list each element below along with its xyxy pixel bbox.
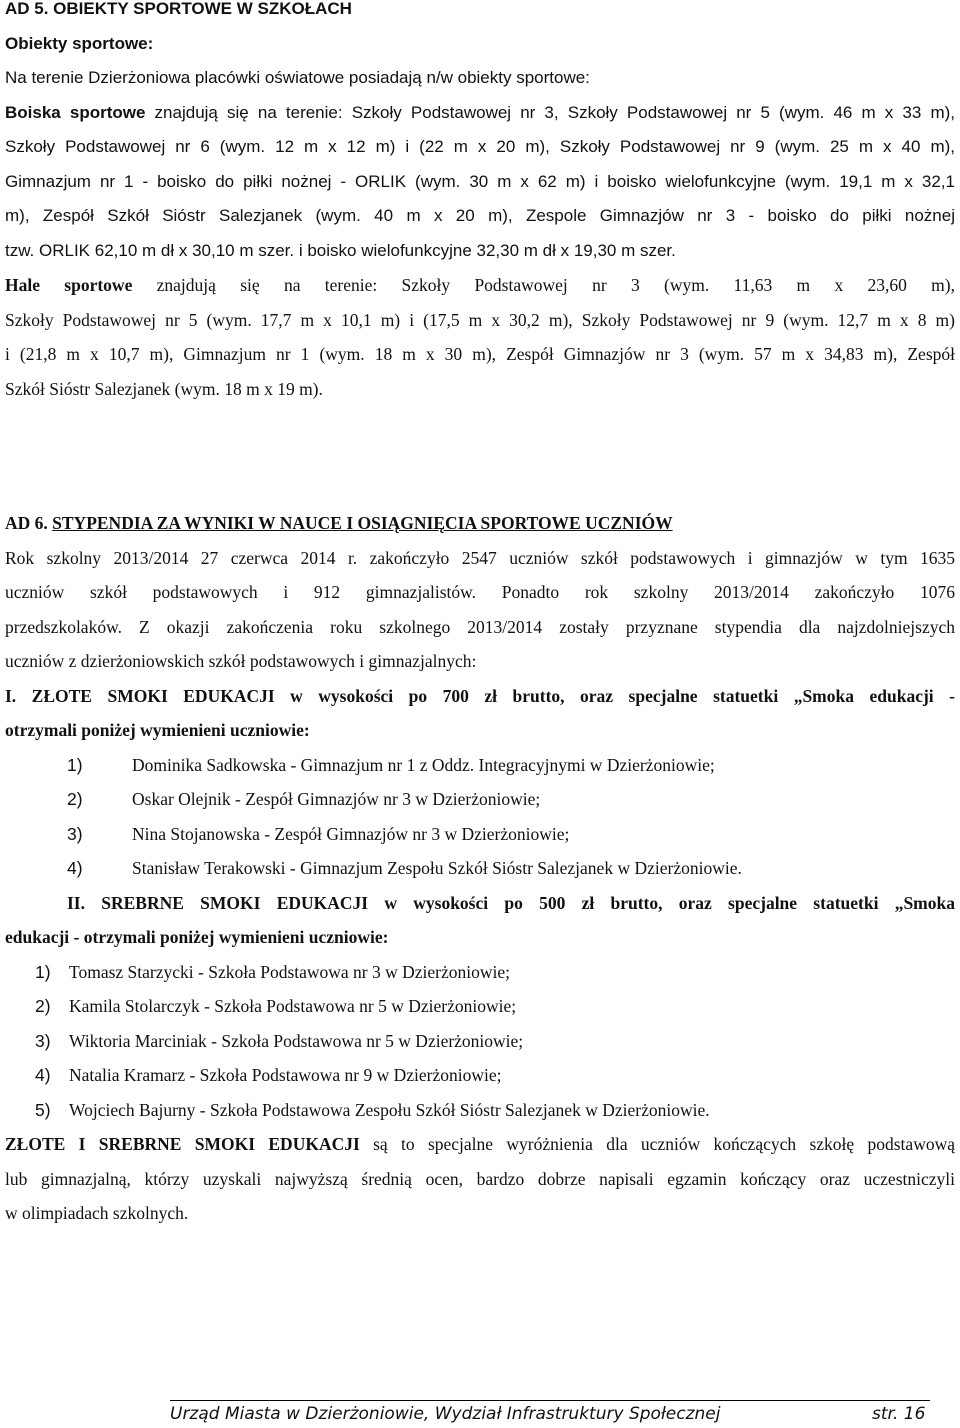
hale-line-4: Szkół Sióstr Salezjanek (wym. 18 m x 19 m). xyxy=(5,378,323,399)
ad6-heading: STYPENDIA ZA WYNIKI W NAUCE I OSIĄGNIĘCIA SPORTOWE UCZNIÓW xyxy=(52,513,673,533)
ad5-intro: Na terenie Dzierżoniowa placówki oświatowe posiadają n/w obiekty sportowe: xyxy=(5,68,590,87)
list-item: 3) Wiktoria Marciniak - Szkoła Podstawowa nr 5 w Dzierżoniowie; xyxy=(35,1030,524,1051)
hale-line-3: i (21,8 m x 10,7 m), Gimnazjum nr 1 (wym. 18 m x 30 m), Zespół Gimnazjów nr 3 (wym. 57 m x 34,83 m), Zespół xyxy=(5,344,955,364)
ad6-para-line-1: Rok szkolny 2013/2014 27 czerwca 2014 r. zakończyło 2547 uczniów szkół podstawowych i gimnazjów w tym 1635 xyxy=(5,547,955,568)
gold-heading-line-1: I. ZŁOTE SMOKI EDUKACJI w wysokości po 700 zł brutto, oraz specjalne statuetki „Smoka edukacji - xyxy=(5,685,955,706)
list-item: 4) Stanisław Terakowski - Gimnazjum Zespołu Szkół Sióstr Salezjanek w Dzierżoniowie. xyxy=(67,858,742,878)
ad6-para-line-3: przedszkolaków. Z okazji zakończenia roku szkolnego 2013/2014 zostały przyznane stypendia dla najzdolniejszych xyxy=(5,616,955,637)
closing-line-1: ZŁOTE I SREBRNE SMOKI EDUKACJI są to specjalne wyróżnienia dla uczniów kończących szkołę podstawową xyxy=(5,1134,955,1154)
list-item: 2) Oskar Olejnik - Zespół Gimnazjów nr 3 w Dzierżoniowie; xyxy=(67,789,541,809)
closing-bold: ZŁOTE I SREBRNE SMOKI EDUKACJI xyxy=(5,1134,360,1154)
footer-office: Urząd Miasta w Dzierżoniowie, Wydział Infrastruktury Społecznej xyxy=(170,1404,721,1424)
boiska-line-5: tzw. ORLIK 62,10 m dł x 30,10 m szer. i boisko wielofunkcyjne 32,30 m dł x 19,30 m szer. xyxy=(5,240,676,260)
hale-label: Hale sportowe xyxy=(5,275,133,295)
list-item: 1) Dominika Sadkowska - Gimnazjum nr 1 z Oddz. Integracyjnymi w Dzierżoniowie; xyxy=(67,754,715,775)
closing-line-2: lub gimnazjalną, którzy uzyskali najwyższą średnią ocen, bardzo dobrze napisali egzamin kończący oraz uczestniczyli xyxy=(5,1168,955,1189)
page-footer xyxy=(0,1400,960,1428)
closing-line-3: w olimpiadach szkolnych. xyxy=(5,1203,189,1223)
section-ad5 xyxy=(5,0,955,406)
silver-list xyxy=(5,955,955,1128)
ad5-heading: AD 5. OBIEKTY SPORTOWE W SZKOŁACH xyxy=(5,0,352,18)
silver-heading-line-1: II. SREBRNE SMOKI EDUKACJI w wysokości po 500 zł brutto, oraz specjalne statuetki „Smoka xyxy=(67,892,955,913)
list-item: 4) Natalia Kramarz - Szkoła Podstawowa nr 9 w Dzierżoniowie; xyxy=(35,1065,502,1085)
boiska-line-3: Gimnazjum nr 1 - boisko do piłki nożnej - ORLIK (wym. 30 m x 62 m) i boisko wielofunkcyjne (wym. 19,1 m x 32,1 xyxy=(5,171,955,191)
section-ad6 xyxy=(5,506,955,1231)
list-item: 2) Kamila Stolarczyk - Szkoła Podstawowa nr 5 w Dzierżoniowie; xyxy=(35,996,517,1016)
boiska-line-4: m), Zespół Szkół Sióstr Salezjanek (wym. 40 m x 20 m), Zespole Gimnazjów nr 3 - boisko do piłki nożnej xyxy=(5,206,955,225)
ad6-heading-prefix: AD 6. xyxy=(5,513,48,533)
boiska-line-2: Szkoły Podstawowej nr 6 (wym. 12 m x 12 m) i (22 m x 20 m), Szkoły Podstawowej nr 9 (wym. 25 m x 40 m), xyxy=(5,137,955,156)
list-item: 3) Nina Stojanowska - Zespół Gimnazjów nr 3 w Dzierżoniowie; xyxy=(67,823,570,844)
gold-heading-line-2: otrzymali poniżej wymienieni uczniowie: xyxy=(5,720,310,740)
boiska-label: Boiska sportowe xyxy=(5,102,146,122)
list-item: 5) Wojciech Bajurny - Szkoła Podstawowa Zespołu Szkół Sióstr Salezjanek w Dzierżoniowie. xyxy=(35,1099,710,1120)
ad6-heading-line xyxy=(5,506,955,541)
boiska-line-1: Boiska sportowe znajdują się na terenie: Szkoły Podstawowej nr 3, Szkoły Podstawowej nr 5 (wym. 46 m x 33 m), xyxy=(5,102,955,122)
gold-list xyxy=(5,748,955,886)
silver-heading-line-2: edukacji - otrzymali poniżej wymienieni uczniowie: xyxy=(5,927,389,947)
hale-line-2: Szkoły Podstawowej nr 5 (wym. 17,7 m x 10,1 m) i (17,5 m x 30,2 m), Szkoły Podstawowej nr 9 (wym. 12,7 m x 8 m) xyxy=(5,309,955,330)
ad6-para-line-4: uczniów z dzierżoniowskich szkół podstawowych i gimnazjalnych: xyxy=(5,651,477,671)
hale-line-1: Hale sportowe znajdują się na terenie: Szkoły Podstawowej nr 3 (wym. 11,63 m x 23,60 m), xyxy=(5,275,955,295)
ad6-para-line-2: uczniów szkół podstawowych i 912 gimnazjalistów. Ponadto rok szkolny 2013/2014 zakończyło 1076 xyxy=(5,582,955,602)
list-item: 1) Tomasz Starzycki - Szkoła Podstawowa nr 3 w Dzierżoniowie; xyxy=(35,961,511,982)
ad5-subheading: Obiekty sportowe: xyxy=(5,33,154,53)
footer-page-number: str. 16 xyxy=(872,1404,926,1424)
